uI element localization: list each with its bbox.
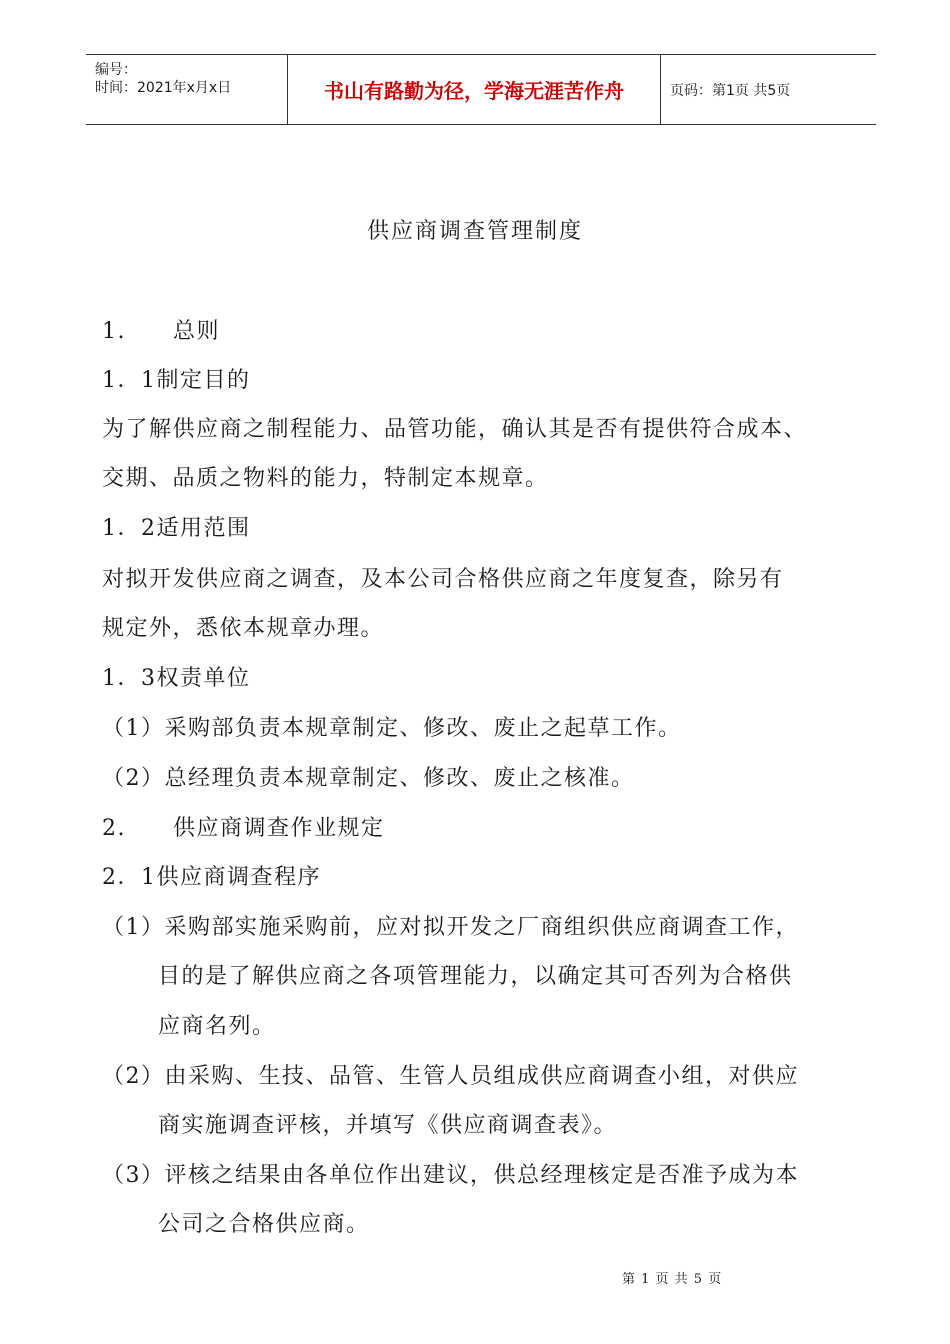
subsection-heading: 1．2适用范围 xyxy=(102,516,251,541)
header-motto: 书山有路勤为径，学海无涯苦作舟 xyxy=(324,79,624,103)
document-date-label: 时间：2021年x月x日 xyxy=(95,80,232,96)
header-page-cell xyxy=(661,55,876,124)
paragraph-line: 为了解供应商之制程能力、品管功能，确认其是否有提供符合成本、 xyxy=(102,417,808,442)
document-number-label: 编号： xyxy=(95,62,137,78)
subsection-heading: 1．3权责单位 xyxy=(102,666,251,691)
list-item: （1）采购部负责本规章制定、修改、废止之起草工作。 xyxy=(102,716,682,741)
page-header xyxy=(86,54,876,125)
list-item: （3）评核之结果由各单位作出建议，供总经理核定是否准予成为本 xyxy=(102,1163,799,1188)
paragraph-line: 对拟开发供应商之调查，及本公司合格供应商之年度复查，除另有 xyxy=(102,567,784,592)
list-item-continuation: 应商名列。 xyxy=(158,1014,276,1039)
header-info-cell xyxy=(86,55,288,124)
section-heading: 2. 供应商调查作业规定 xyxy=(102,816,385,841)
list-item-continuation: 公司之合格供应商。 xyxy=(158,1212,370,1237)
subsection-heading: 1．1制定目的 xyxy=(102,368,251,393)
list-item-continuation: 目的是了解供应商之各项管理能力，以确定其可否列为合格供 xyxy=(158,964,793,989)
list-item: （1）采购部实施采购前，应对拟开发之厂商组织供应商调查工作， xyxy=(102,915,799,940)
list-item: （2）由采购、生技、品管、生管人员组成供应商调查小组，对供应 xyxy=(102,1064,799,1089)
header-motto-cell xyxy=(288,55,661,124)
paragraph-line: 交期、品质之物料的能力，特制定本规章。 xyxy=(102,466,549,491)
page-footer: 第 1 页 共 5 页 xyxy=(622,1272,723,1287)
header-page-number: 页码：第1页 共5页 xyxy=(670,82,791,99)
paragraph-line: 规定外，悉依本规章办理。 xyxy=(102,616,385,641)
list-item: （2）总经理负责本规章制定、修改、废止之核准。 xyxy=(102,766,635,791)
subsection-heading: 2．1供应商调查程序 xyxy=(102,865,321,890)
list-item-continuation: 商实施调查评核，并填写《供应商调查表》。 xyxy=(158,1113,618,1138)
section-heading: 1. 总则 xyxy=(102,319,220,344)
document-title: 供应商调查管理制度 xyxy=(366,219,583,244)
